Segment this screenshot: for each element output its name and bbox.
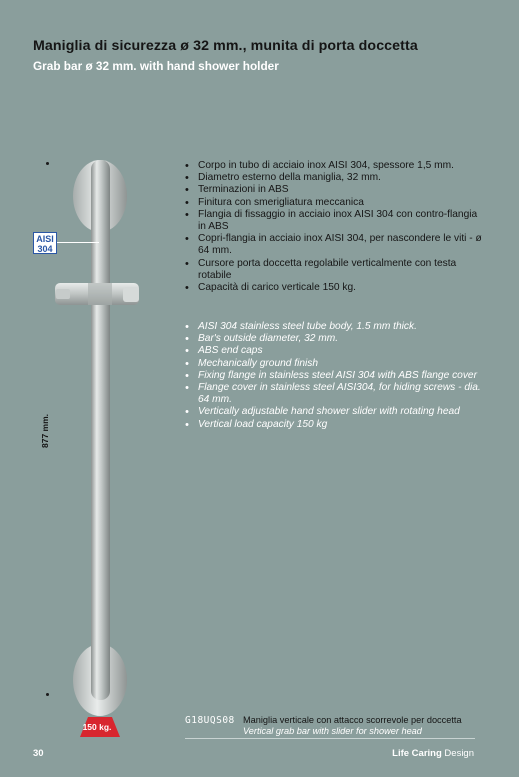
product-caption-italian: Maniglia verticale con attacco scorrevole per doccetta — [243, 715, 462, 725]
spec-item: • Vertical load capacity 150 kg — [185, 419, 485, 431]
spec-item: • Terminazioni in ABS — [185, 184, 485, 196]
spec-item: • Diametro esterno della maniglia, 32 mm. — [185, 172, 485, 184]
spec-item: • Vertically adjustable hand shower slider with rotating head — [185, 406, 485, 418]
height-dimension-label: 877 mm. — [40, 413, 50, 448]
product-code: G18UQS08 — [185, 715, 235, 726]
load-label: 150 kg. — [82, 722, 112, 732]
spec-item: • Cursore porta doccetta regolabile verticalmente con testa rotabile — [185, 258, 485, 282]
product-caption-english: Vertical grab bar with slider for shower head — [243, 726, 422, 736]
page-subtitle: Grab bar ø 32 mm. with hand shower holder — [33, 59, 279, 73]
page-title: Maniglia di sicurezza ø 32 mm., munita di porta doccetta — [33, 38, 418, 54]
spec-item: • Flange cover in stainless steel AISI304, for hiding screws - dia. 64 mm. — [185, 382, 485, 406]
bar-tube — [91, 160, 110, 700]
dimension-marker-bottom — [46, 693, 49, 696]
footer-rule — [185, 738, 475, 739]
spec-item: • ABS end caps — [185, 345, 485, 357]
brand-mark — [392, 748, 474, 759]
spec-item: • Bar's outside diameter, 32 mm. — [185, 333, 485, 345]
spec-item: • Capacità di carico verticale 150 kg. — [185, 282, 485, 294]
badge-leader-line — [57, 242, 99, 243]
spec-item: • Copri-flangia in acciaio inox AISI 304, per nascondere le viti - ø 64 mm. — [185, 233, 485, 257]
spec-item: • Finitura con smerigliatura meccanica — [185, 197, 485, 209]
aisi-304-badge — [33, 232, 57, 254]
page-number: 30 — [33, 748, 44, 759]
spec-item: • AISI 304 stainless steel tube body, 1.5 mm thick. — [185, 321, 485, 333]
specs-list-italian — [185, 160, 485, 294]
badge-line-1: AISI — [36, 234, 54, 244]
dimension-marker-top — [46, 162, 49, 165]
specs-list-english — [185, 321, 485, 431]
badge-line-2: 304 — [37, 244, 53, 254]
spec-item: • Flangia di fissaggio in acciaio inox AISI 304 con contro-flangia in ABS — [185, 209, 485, 233]
brand-bold: Life Caring — [392, 748, 442, 759]
spec-item: • Corpo in tubo di acciaio inox AISI 304, spessore 1,5 mm. — [185, 160, 485, 172]
brand-regular: Design — [444, 748, 474, 759]
spec-item: • Mechanically ground finish — [185, 358, 485, 370]
shower-slider — [55, 283, 139, 305]
spec-item: • Fixing flange in stainless steel AISI 304 with ABS flange cover — [185, 370, 485, 382]
